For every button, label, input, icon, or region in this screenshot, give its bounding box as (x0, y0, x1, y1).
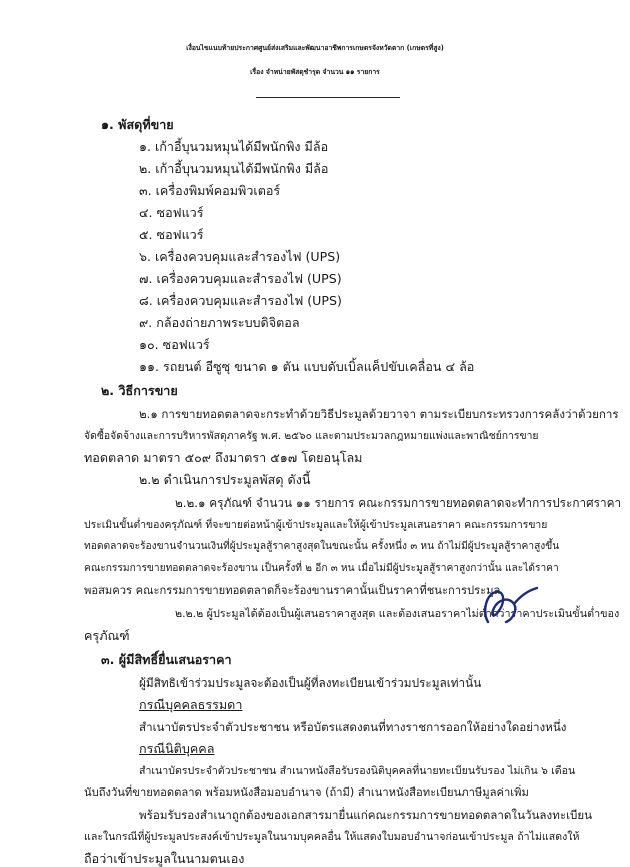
title-line-1: เงื่อนไขแนบท้ายประกาศศูนย์ส่งเสริมและพัฒนาอาชีพการเกษตรจังหวัดตาก (เกษตรที่สูง) (186, 44, 444, 52)
person-text: สำเนาบัตรประจำตัวประชาชน หรือบัตรแสดงตนที่ทางราชการออกให้อย่างใดอย่างหนึ่ง (139, 720, 567, 734)
section2-p3-line2: ประเมินขั้นต่ำของครุภัณฑ์ ที่จะขายต่อหน้าผู้เข้าประมูลและให้ผู้เข้าประมูลเสนอราคา คณะกรรมการขาย (84, 519, 548, 531)
item-5: ๕. ซอฟแวร์ (139, 227, 204, 242)
section3-heading: ๓. ผู้มีสิทธิ์ยื่นเสนอราคา (101, 652, 232, 667)
item-11: ๑๑. รถยนต์ อีซูซุ ขนาด ๑ ตัน แบบดับเบิ้ลแค็ปขับเคลื่อน ๔ ล้อ (139, 359, 475, 374)
juristic-line-4: และในกรณีที่ผู้ประมูลประสงค์เข้าประมูลในนามบุคคลอื่น ให้แสดงใบมอบอำนาจก่อนเข้าประมูล ถ้าไม่แสดงให้ (84, 831, 580, 843)
item-1: ๑. เก้าอี้บุนวมหมุนได้มีพนักพิง มีล้อ (139, 139, 329, 154)
item-8: ๘. เครื่องควบคุมและสำรองไฟ (UPS) (139, 293, 342, 308)
item-2: ๒. เก้าอี้บุนวมหมุนได้มีพนักพิง มีล้อ (139, 161, 329, 176)
section2-p4-line1: ๒.๒.๒ ผู้ประมูลได้ต้องเป็นผู้เสนอราคาสูงสุด และต้องเสนอราคาไม่ต่ำกว่าราคาประเมินขั้นต่ำของ (175, 607, 620, 620)
section2-p4-line2: ครุภัณฑ์ (84, 628, 130, 643)
section2-p3-line4: คณะกรรมการขายทอดตลาดจะร้องขาน เป็นครั้งที่ ๒ อีก ๓ หน เมื่อไม่มีผู้ประมูลสู้ราคาสูงกว่านั้น และได้ราคา (84, 563, 559, 574)
juristic-line-1: สำเนาบัตรประจำตัวประชาชน สำเนาหนังสือรับรองนิติบุคคลที่นายทะเบียนรับรอง ไม่เกิน ๖ เดือน (139, 765, 576, 777)
item-10: ๑๐. ซอฟแวร์ (139, 337, 210, 352)
juristic-line-5: ถือว่าเข้าประมูลในนามตนเอง (84, 851, 245, 866)
juristic-heading: กรณีนิติบุคคล (139, 741, 215, 756)
title-divider (256, 97, 400, 98)
title-line-2: เรื่อง จำหน่ายพัสดุชำรุด จำนวน ๑๑ รายการ (250, 68, 380, 76)
section2-p1-line1: ๒.๑ การขายทอดตลาดจะกระทำด้วยวิธีประมูลด้วยวาจา ตามระเบียบกระทรวงการคลังว่าด้วยการ (139, 407, 619, 421)
item-7: ๗. เครื่องควบคุมและสำรองไฟ (UPS) (139, 271, 342, 286)
section2-p3-line3: ทอดตลาดจะร้องขานจำนวนเงินที่ผู้ประมูลสู้ราคาสูงสุดในขณะนั้น ครั้งหนึ่ง ๓ หน ถ้าไม่มีผู้ประมูลสู้ราคาสูงขึ้น (84, 541, 560, 552)
section2-p2: ๒.๒ ดำเนินการประมูลพัสดุ ดังนี้ (139, 472, 311, 487)
item-6: ๖. เครื่องควบคุมและสำรองไฟ (UPS) (139, 249, 341, 264)
item-4: ๔. ซอฟแวร์ (139, 205, 204, 220)
juristic-line-2: นับถึงวันที่ขายทอดตลาด พร้อมหนังสือมอบอำนาจ (ถ้ามี) สำเนาหนังสือทะเบียนภาษีมูลค่าเพิ่ม (84, 786, 529, 799)
item-3: ๓. เครื่องพิมพ์คอมพิวเตอร์ (139, 183, 281, 198)
section2-heading: ๒. วิธีการขาย (101, 383, 178, 398)
signature-mark (480, 582, 540, 632)
section2-p1-line3: ทอดตลาด มาตรา ๕๐๙ ถึงมาตรา ๕๑๗ โดยอนุโลม (84, 450, 363, 465)
section2-p3-line5: พอสมควร คณะกรรมการขายทอดตลาดก็จะร้องขานราคานั้นเป็นราคาที่ชนะการประมูล (84, 584, 501, 597)
section1-heading: ๑. พัสดุที่ขาย (101, 117, 174, 132)
section2-p3-line1: ๒.๒.๑ ครุภัณฑ์ จำนวน ๑๑ รายการ คณะกรรมการขายทอดตลาดจะทำการประกาศราคา (175, 496, 622, 510)
section3-intro: ผู้มีสิทธิเข้าร่วมประมูลจะต้องเป็นผู้ที่ลงทะเบียนเข้าร่วมประมูลเท่านั้น (139, 676, 482, 690)
juristic-line-3: พร้อมรับรองสำเนาถูกต้องของเอกสารมายื่นแก่คณะกรรมการขายทอดตลาดในวันลงทะเบียน (139, 808, 593, 822)
person-heading: กรณีบุคคลธรรมดา (139, 697, 243, 712)
item-9: ๙. กล้องถ่ายภาพระบบดิจิตอล (139, 315, 300, 330)
section2-p1-line2: จัดซื้อจัดจ้างและการบริหารพัสดุภาครัฐ พ.ศ. ๒๕๖๐ และตามประมวลกฎหมายแพ่งและพาณิชย์การขาย (84, 430, 539, 442)
